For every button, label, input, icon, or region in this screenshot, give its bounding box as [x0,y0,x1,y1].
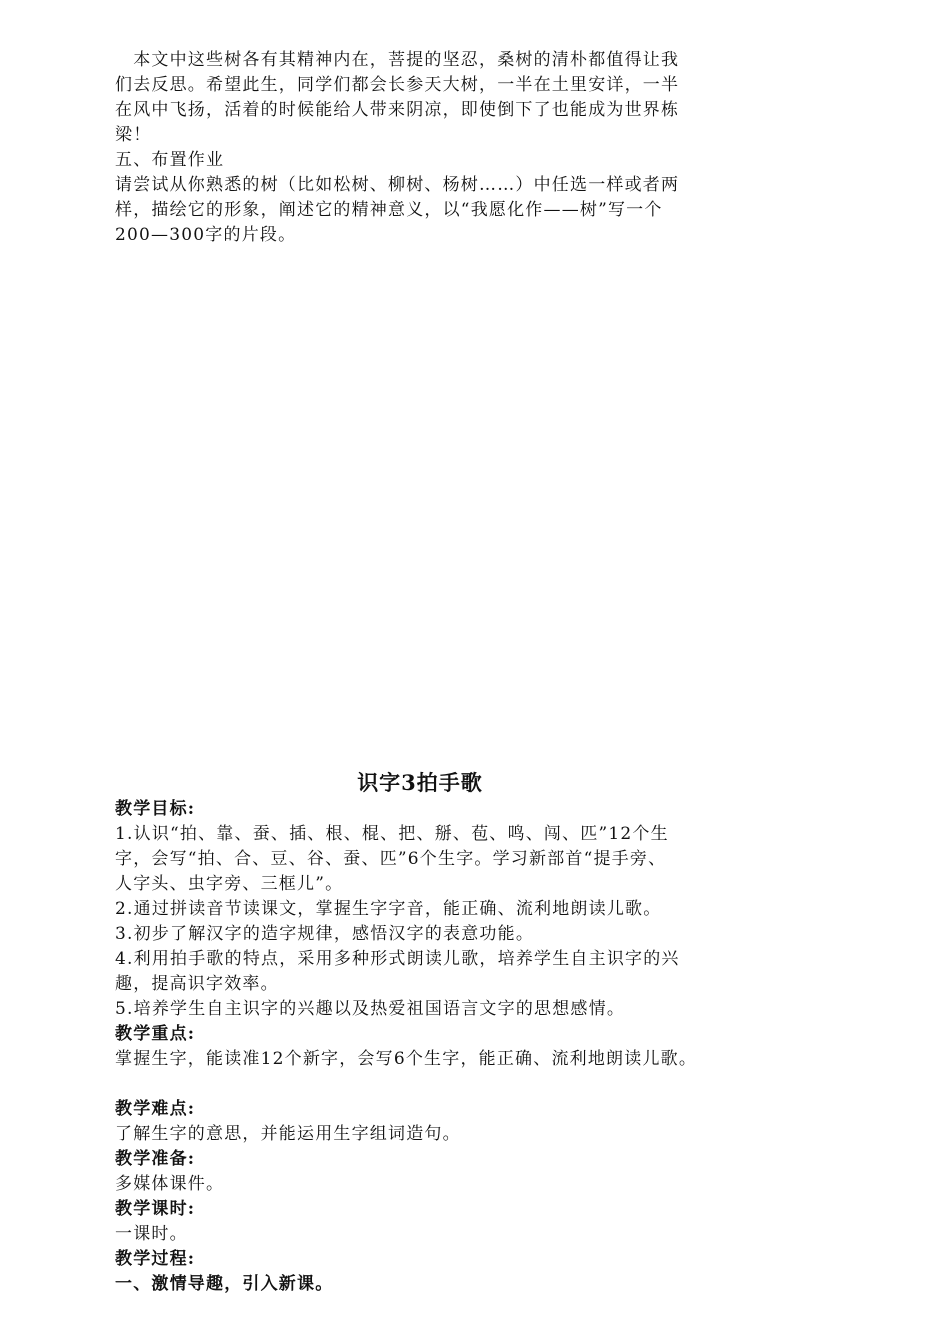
objective-line: 3.初步了解汉字的造字规律，感悟汉字的表意功能。 [115,924,535,944]
objective-line: 4.利用拍手歌的特点，采用多种形式朗读儿歌，培养学生自主识字的兴 [115,949,680,969]
paragraph-line: 们去反思。希望此生，同学们都会长参天大树，一半在土里安详，一半 [115,75,680,95]
paragraph-line: 在风中飞扬，活着的时候能给人带来阴凉，即使倒下了也能成为世界栋 [115,100,680,120]
objective-line: 字，会写“拍、合、豆、谷、蚕、匹”6个生字。学习新部首“提手旁、 [115,849,667,869]
section-heading-homework: 五、布置作业 [115,150,225,170]
key-points-text: 掌握生字，能读准12个新字，会写6个生字，能正确、流利地朗读儿歌。 [115,1049,698,1069]
preparation-heading: 教学准备: [115,1149,196,1169]
objective-line: 2.通过拼读音节读课文，掌握生字字音，能正确、流利地朗读儿歌。 [115,899,662,919]
objective-line: 5.培养学生自主识字的兴趣以及热爱祖国语言文字的思想感情。 [115,999,626,1019]
blank-line [115,1072,735,1097]
difficulties-heading: 教学难点: [115,1099,196,1119]
objectives-heading: 教学目标: [115,799,196,819]
lesson-title: 识字3拍手歌 [357,770,483,795]
objective-line: 趣，提高识字效率。 [115,974,279,994]
homework-line: 请尝试从你熟悉的树（比如松树、柳树、杨树……）中任选一样或者两 [115,175,680,195]
periods-text: 一课时。 [115,1224,188,1244]
periods-heading: 教学课时: [115,1199,196,1219]
key-points-heading: 教学重点: [115,1024,196,1044]
paragraph-line: 梁！ [115,125,152,145]
process-step-heading: 一、激情导趣，引入新课。 [115,1274,334,1294]
closing-section [115,48,735,248]
lesson-plan [115,797,735,1297]
objective-line: 人字头、虫字旁、三框儿”。 [115,874,344,894]
paragraph-line: 本文中这些树各有其精神内在，菩提的坚忍，桑树的清朴都值得让我 [115,50,680,70]
homework-line: 样，描绘它的形象，阐述它的精神意义，以“我愿化作——树”写一个 [115,200,663,220]
preparation-text: 多媒体课件。 [115,1174,225,1194]
process-heading: 教学过程: [115,1249,196,1269]
objective-line: 1.认识“拍、靠、蚕、插、根、棍、把、掰、苞、鸣、闯、匹”12个生 [115,824,669,844]
homework-line: 200—300字的片段。 [115,225,297,245]
difficulties-text: 了解生字的意思，并能运用生字组词造句。 [115,1124,461,1144]
